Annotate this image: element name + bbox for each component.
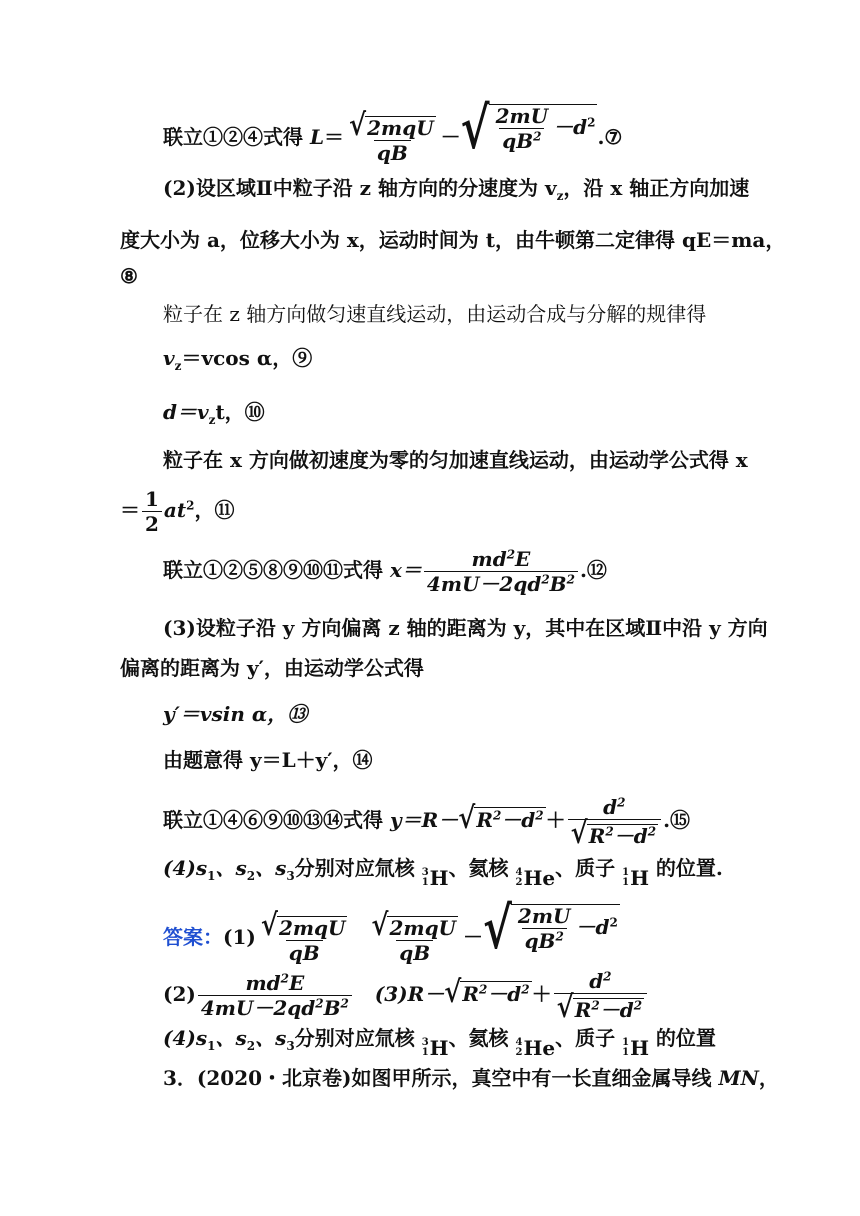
den: 4mU－2qd	[200, 996, 316, 1020]
num: 2mU	[495, 104, 549, 128]
question-3	[163, 1066, 779, 1090]
p4-line1: 粒子在 x 方向做初速度为零的匀加速直线运动，由运动学公式得 x	[163, 448, 748, 472]
text: v	[163, 346, 175, 370]
sup: 2	[535, 808, 544, 823]
equation-13: y′＝vsin α，⑬	[163, 702, 308, 726]
op: －	[440, 125, 461, 149]
text: (4)s	[163, 856, 208, 880]
sqrt: √ $R^2-d^2$	[458, 801, 544, 837]
text: 联立①②④式得	[163, 125, 310, 149]
var: MN	[718, 1066, 759, 1090]
equation-12	[163, 548, 607, 595]
num: 2mqU	[389, 916, 456, 940]
text: t，⑩	[215, 400, 265, 424]
den: R	[588, 824, 606, 848]
answer-line-3	[163, 1026, 716, 1060]
sup: 2	[541, 572, 550, 587]
text: 的位置.	[648, 856, 723, 880]
den: 4mU－2qd	[426, 572, 542, 596]
sqrt: √ $\frac{2mU}{qB^2}$ $-d^2$	[483, 896, 618, 963]
z: 2	[515, 1047, 523, 1058]
symbol: He	[523, 1036, 556, 1060]
symbol: H	[630, 866, 649, 890]
mass: 4	[515, 1037, 523, 1048]
text: 、s	[215, 1026, 247, 1050]
num: E	[288, 971, 305, 995]
sup: 2	[533, 129, 542, 144]
sub: z	[556, 189, 564, 203]
z: 1	[622, 1047, 630, 1058]
fraction: $d^2$ √ $R^2-d^2$	[554, 970, 647, 1021]
sqrt: √ 2mqU	[349, 108, 434, 144]
p6	[163, 856, 723, 890]
fraction	[142, 488, 162, 535]
text: 分别对应氚核	[294, 856, 422, 880]
sup: 2	[587, 115, 596, 130]
sqrt: √ $R^2-d^2$	[568, 819, 661, 847]
answer-line-2	[163, 969, 649, 1026]
text: 、s	[215, 856, 247, 880]
rad: R	[476, 808, 493, 832]
equation-15	[163, 795, 691, 852]
equation-7	[163, 96, 623, 165]
equation-10	[163, 400, 265, 427]
den: qB	[396, 940, 433, 964]
fraction: √ 2mqU qB	[371, 908, 456, 965]
mass: 1	[622, 867, 630, 878]
p5-line2: 偏离的距离为 y′，由运动学公式得	[120, 656, 424, 680]
text: 联立①④⑥⑨⑩⑬⑭式得	[163, 808, 390, 832]
sub: z	[174, 359, 182, 373]
den: R	[574, 998, 592, 1022]
nuclide	[516, 866, 556, 890]
equation-9	[163, 346, 313, 373]
z: 1	[421, 1047, 429, 1058]
den: qB	[524, 929, 556, 953]
sup: 2	[617, 795, 626, 810]
z: 2	[515, 877, 523, 888]
text: ，沿 x 轴正方向加速	[563, 176, 750, 200]
var: L	[309, 125, 325, 149]
term: －d	[553, 115, 588, 139]
nuclide	[516, 1036, 556, 1060]
text: 的位置	[648, 1026, 716, 1050]
answer-label: 答案：	[163, 925, 223, 949]
nuclide	[422, 866, 449, 890]
p2-line1	[163, 176, 750, 203]
sup: 2	[603, 969, 612, 984]
sup: 2	[492, 808, 502, 823]
text: (2)	[163, 982, 196, 1006]
tail: .⑦	[597, 125, 623, 149]
text: d＝v	[163, 400, 209, 424]
sub: 2	[246, 869, 256, 883]
sub: 3	[286, 1039, 295, 1053]
sup: 2	[605, 824, 614, 839]
p3: 粒子在 z 轴方向做匀速直线运动，由运动合成与分解的规律得	[163, 302, 707, 326]
text: ＝vcos α，⑨	[181, 346, 313, 370]
question-number: 3．	[163, 1066, 197, 1090]
sup: 2	[506, 547, 516, 562]
den: qB	[286, 940, 323, 964]
num: d	[589, 969, 604, 993]
den: －d	[599, 998, 634, 1022]
sub: 1	[207, 869, 216, 883]
mass: 1	[622, 1037, 630, 1048]
num: md	[471, 547, 507, 571]
sup: 2	[340, 996, 349, 1011]
den: 2	[142, 511, 162, 535]
mass: 3	[421, 1037, 429, 1048]
nuclide	[622, 866, 649, 890]
text: 、氦核	[448, 1026, 516, 1050]
text: 、质子	[555, 1026, 623, 1050]
fraction	[198, 972, 352, 1019]
sub: 1	[207, 1039, 216, 1053]
text: 分别对应氚核	[294, 1026, 422, 1050]
text: 、氦核	[448, 856, 516, 880]
op: ＝	[324, 125, 345, 149]
op: ＝	[120, 498, 140, 522]
op: －	[463, 925, 483, 949]
num: 2mqU	[367, 116, 434, 140]
fraction	[424, 548, 578, 595]
num: E	[515, 547, 531, 571]
sub: 2	[246, 1039, 256, 1053]
text: (1)	[223, 925, 256, 949]
sub: z	[208, 413, 216, 427]
nuclide	[622, 1036, 649, 1060]
mass: 3	[421, 867, 429, 878]
den: －d	[613, 824, 648, 848]
lhs: x＝	[389, 558, 422, 582]
num: 2mqU	[278, 916, 346, 940]
den: B	[323, 996, 341, 1020]
lhs: y＝R－	[389, 808, 459, 832]
num: d	[603, 795, 618, 819]
p2-line2: 度大小为 a，位移大小为 x，运动时间为 t，由牛顿第二定律得 qE＝ma，	[120, 228, 786, 252]
tail: .⑫	[579, 558, 607, 582]
symbol: H	[429, 866, 449, 890]
rad: R	[462, 982, 479, 1006]
fraction	[568, 795, 661, 852]
sqrt: √ $\frac{2mU}{qB^2}$ $-d^2$	[460, 96, 596, 163]
text: 、s	[255, 856, 287, 880]
symbol: H	[630, 1036, 649, 1060]
fraction	[346, 108, 439, 165]
text: 如图甲所示，真空中有一长直细金属导线	[351, 1066, 719, 1090]
symbol: He	[523, 866, 556, 890]
text: ，	[758, 1066, 779, 1090]
z: 1	[622, 877, 630, 888]
num: 2mU	[517, 904, 571, 928]
nuclide	[422, 1036, 449, 1060]
answer-line-1	[163, 896, 620, 965]
mass: 4	[515, 867, 523, 878]
sup: 2	[555, 929, 564, 944]
sqrt: √ $R^2-d^2$	[444, 975, 530, 1011]
sup: 2	[521, 982, 530, 997]
sup: 2	[591, 998, 600, 1013]
text: (2)设区域Ⅱ中粒子沿 z 轴方向的分速度为 v	[163, 176, 557, 200]
sup: 2	[478, 982, 488, 997]
tail: .⑮	[663, 808, 691, 832]
sup: 2	[186, 498, 195, 513]
z: 1	[421, 877, 429, 888]
text: 、s	[255, 1026, 287, 1050]
equation-14: 由题意得 y＝L＋y′，⑭	[163, 748, 373, 772]
sup: 2	[315, 996, 324, 1011]
rad: －d	[501, 808, 536, 832]
op: ＋	[531, 982, 552, 1006]
fraction: √ 2mqU qB	[260, 908, 346, 965]
den: B	[549, 572, 567, 596]
sup: 2	[647, 824, 657, 839]
term: at	[163, 498, 187, 522]
sup: 2	[280, 971, 289, 986]
source: (2020・北京卷)	[196, 1066, 352, 1090]
tail: ，⑪	[194, 498, 235, 522]
den: qB	[502, 129, 534, 153]
p2-line3: ⑧	[120, 264, 138, 288]
term: －d	[575, 915, 610, 939]
den: qB	[374, 140, 411, 164]
sup: 2	[566, 572, 575, 587]
symbol: H	[429, 1036, 449, 1060]
num: md	[245, 971, 281, 995]
text: 联立①②⑤⑧⑨⑩⑪式得	[163, 558, 390, 582]
rad: －d	[487, 982, 522, 1006]
sup: 2	[609, 915, 618, 930]
p5-line1: (3)设粒子沿 y 方向偏离 z 轴的距离为 y，其中在区域Ⅱ中沿 y 方向	[163, 616, 768, 640]
sup: 2	[633, 998, 643, 1013]
op: ＋	[545, 808, 566, 832]
text: 、质子	[555, 856, 623, 880]
text: (3)R－	[374, 982, 445, 1006]
equation-11	[120, 488, 234, 535]
text: (4)s	[163, 1026, 208, 1050]
sub: 3	[286, 869, 295, 883]
num: 1	[145, 487, 159, 511]
